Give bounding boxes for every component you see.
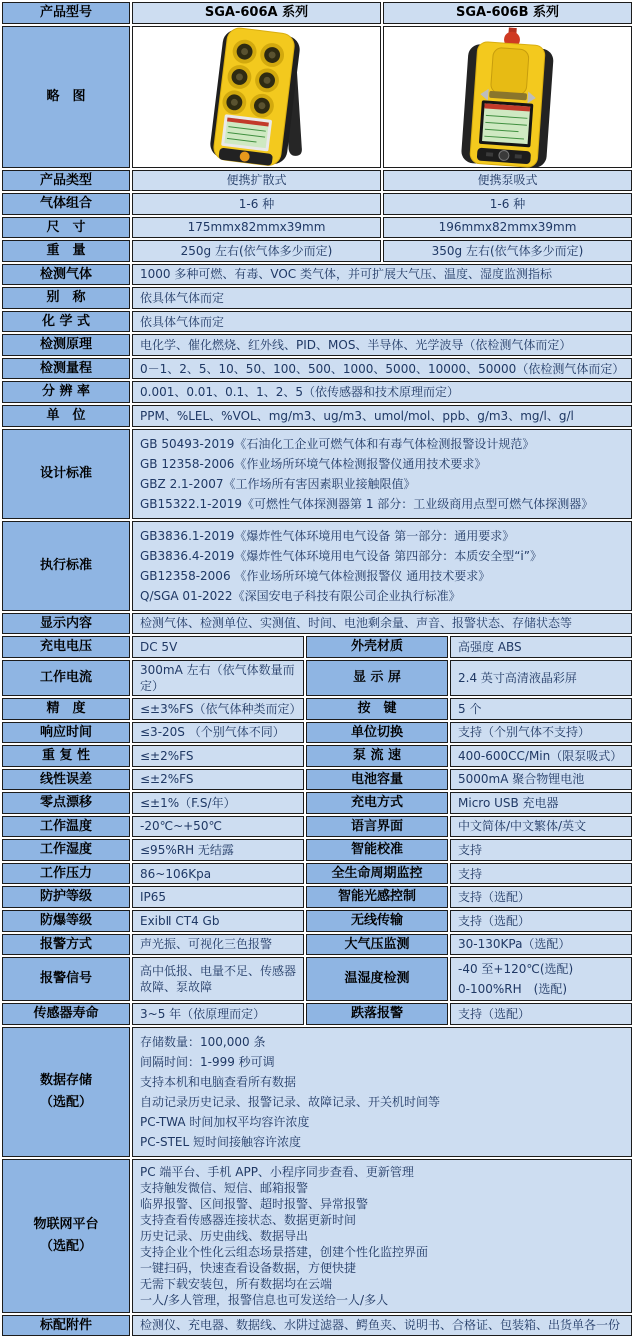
feature-line: 一人/多人管理，报警信息也可发送给一人/多人 <box>140 1292 389 1307</box>
row-label-2: 显 示 屏 <box>306 660 448 696</box>
row-value-2: 高强度 ABS <box>450 636 632 658</box>
row-label: 检测量程 <box>2 358 130 380</box>
row-value: 电化学、催化燃烧、红外线、PID、MOS、半导体、光学波导（依检测气体而定） <box>132 334 632 356</box>
value-line: 0-100%RH (选配) <box>458 982 567 997</box>
standard-line: GB3836.4-2019《爆炸性气体环境用电气设备 第四部分：本质安全型“i”》 <box>140 548 542 563</box>
row-value-2: 支持（选配） <box>450 1003 632 1025</box>
gas-detector-a-illustration <box>133 26 380 168</box>
standard-line: GB 50493-2019《石油化工企业可燃气体和有毒气体检测报警设计规范》 <box>140 436 535 451</box>
row-label-2: 单位切换 <box>306 722 448 744</box>
row-value: 0.001、0.01、0.1、1、2、5（依传感器和技术原理而定） <box>132 381 632 403</box>
feature-line: PC 端平台、手机 APP、小程序同步查看、更新管理 <box>140 1164 414 1179</box>
row-value: 0－1、2、5、10、50、100、500、1000、5000、10000、50000（依检测气体而定） <box>132 358 632 380</box>
feature-line: 间隔时间：1-999 秒可调 <box>140 1054 275 1069</box>
table-row-working-humidity <box>2 839 632 861</box>
table-row-detection-principle <box>2 334 632 356</box>
row-value-2: 支持 <box>450 863 632 885</box>
table-row-working-current <box>2 660 632 696</box>
table-row-weight <box>2 240 632 262</box>
row-label-1: 响应时间 <box>2 722 130 744</box>
row-value-1: 300mA 左右（依气体数量而定） <box>132 660 304 696</box>
row-value-2: 中文简体/中文繁体/英文 <box>450 816 632 838</box>
table-row-product-type <box>2 170 632 192</box>
row-label-2: 智能校准 <box>306 839 448 861</box>
row-label-2: 泵 流 速 <box>306 745 448 767</box>
row-label: 产品类型 <box>2 170 130 192</box>
standard-line: GB3836.1-2019《爆炸性气体环境用电气设备 第一部分：通用要求》 <box>140 528 515 543</box>
table-row-protection-rating <box>2 886 632 908</box>
row-value-2: 支持（个别气体不支持） <box>450 722 632 744</box>
standard-line: GBZ 2.1-2007《工作场所有害因素职业接触限值》 <box>140 476 416 491</box>
table-row-detected-gases <box>2 264 632 286</box>
feature-line: PC-TWA 时间加权平均容许浓度 <box>140 1114 310 1129</box>
row-value-2: 支持 <box>450 839 632 861</box>
row-value-2: 5000mA 聚合物锂电池 <box>450 769 632 791</box>
row-label: 化 学 式 <box>2 311 130 333</box>
value-b: 1-6 种 <box>383 193 632 215</box>
row-label: 分 辨 率 <box>2 381 130 403</box>
row-label-2: 外壳材质 <box>306 636 448 658</box>
row-value-1: ≤±3%FS（依气体种类而定） <box>132 698 304 720</box>
row-label-2: 充电方式 <box>306 792 448 814</box>
row-label-2: 温湿度检测 <box>306 957 448 1001</box>
row-value <box>132 429 632 519</box>
row-value <box>132 1159 632 1313</box>
row-label-2: 电池容量 <box>306 769 448 791</box>
row-label-1: 充电电压 <box>2 636 130 658</box>
table-row-repeatability <box>2 745 632 767</box>
row-value-2: Micro USB 充电器 <box>450 792 632 814</box>
row-label: 尺 寸 <box>2 217 130 239</box>
table-row-response-time <box>2 722 632 744</box>
row-label-line: （选配） <box>39 1094 92 1110</box>
row-label: 检测气体 <box>2 264 130 286</box>
row-value: 依具体气体而定 <box>132 287 632 309</box>
feature-line: 临界报警、区间报警、超时报警、异常报警 <box>140 1196 369 1211</box>
row-value: 1000 多种可燃、有毒、VOC 类气体，并可扩展大气压、温度、湿度监测指标 <box>132 264 632 286</box>
row-label: 执行标准 <box>2 521 130 611</box>
table-row-accessories <box>2 1315 632 1337</box>
row-label-2: 无线传输 <box>306 910 448 932</box>
table-row-accuracy <box>2 698 632 720</box>
row-value-2: 5 个 <box>450 698 632 720</box>
table-row-explosion-proof-rating <box>2 910 632 932</box>
row-label-1: 线性误差 <box>2 769 130 791</box>
feature-line: 支持本机和电脑查看所有数据 <box>140 1074 297 1089</box>
table-row-linearity-error <box>2 769 632 791</box>
row-value-1: ≤±1%（F.S/年） <box>132 792 304 814</box>
standard-line: GB15322.1-2019《可燃性气体探测器第 1 部分：工业级商用点型可燃气体探测器》 <box>140 496 594 511</box>
feature-line: 自动记录历史记录、报警记录、故障记录、开关机时间等 <box>140 1094 441 1109</box>
row-value-1: ExibⅡ CT4 Gb <box>132 910 304 932</box>
row-value-1: DC 5V <box>132 636 304 658</box>
row-value-2: 30-130KPa（选配） <box>450 934 632 956</box>
sga-606b-device-image <box>383 26 632 168</box>
row-value-1: ≤±2%FS <box>132 769 304 791</box>
row-label-1: 工作压力 <box>2 863 130 885</box>
row-label: 气体组合 <box>2 193 130 215</box>
feature-line: 无需下载安装包，所有数据均在云端 <box>140 1276 333 1291</box>
row-label-2: 跌落报警 <box>306 1003 448 1025</box>
feature-line: 存储数量：100,000 条 <box>140 1034 266 1049</box>
sketch-row <box>2 26 632 168</box>
feature-line: 历史记录、历史曲线、数据导出 <box>140 1228 309 1243</box>
row-value <box>132 1027 632 1157</box>
value-b: 便携泵吸式 <box>383 170 632 192</box>
row-label-1: 防爆等级 <box>2 910 130 932</box>
row-value-2: 支持（选配） <box>450 886 632 908</box>
table-row-alarm-signal <box>2 957 632 1001</box>
table-row-working-pressure <box>2 863 632 885</box>
feature-line: PC-STEL 短时间接触容许浓度 <box>140 1134 301 1149</box>
row-label-line: 物联网平台 <box>33 1216 99 1232</box>
row-value: 检测仪、充电器、数据线、水阱过滤器、鳄鱼夹、说明书、合格证、包装箱、出货单各一份 <box>132 1315 632 1337</box>
row-value-2 <box>450 957 632 1001</box>
row-label-1: 工作温度 <box>2 816 130 838</box>
header-product-model-label: 产品型号 <box>2 2 130 24</box>
value-a: 250g 左右(依气体多少而定) <box>132 240 381 262</box>
table-row-zero-drift <box>2 792 632 814</box>
row-label-1: 重 复 性 <box>2 745 130 767</box>
row-label-1: 报警信号 <box>2 957 130 1001</box>
value-a: 便携扩散式 <box>132 170 381 192</box>
row-label: 别 称 <box>2 287 130 309</box>
row-label-1: 精 度 <box>2 698 130 720</box>
value-a: 1-6 种 <box>132 193 381 215</box>
row-label-1: 零点漂移 <box>2 792 130 814</box>
value-b: 350g 左右(依气体多少而定) <box>383 240 632 262</box>
row-value <box>132 521 632 611</box>
row-label-1: 传感器寿命 <box>2 1003 130 1025</box>
row-label-2: 全生命周期监控 <box>306 863 448 885</box>
feature-line: 支持查看传感器连接状态、数据更新时间 <box>140 1212 357 1227</box>
table-row-chemical-formula <box>2 311 632 333</box>
table-row-alarm-mode <box>2 934 632 956</box>
table-row-iot-platform <box>2 1159 632 1313</box>
row-value-2: 支持（选配） <box>450 910 632 932</box>
value-line: -40 至+120℃(选配) <box>458 962 574 977</box>
row-label <box>2 1159 130 1313</box>
row-label: 重 量 <box>2 240 130 262</box>
table-header-row <box>2 2 632 24</box>
row-value-2: 2.4 英寸高清液晶彩屏 <box>450 660 632 696</box>
row-label-2: 智能光感控制 <box>306 886 448 908</box>
row-label-2: 按 键 <box>306 698 448 720</box>
row-label: 设计标准 <box>2 429 130 519</box>
row-label: 标配附件 <box>2 1315 130 1337</box>
feature-line: 一键扫码，快速查看设备数据，方便快捷 <box>140 1260 357 1275</box>
standard-line: GB12358-2006 《作业场所环境气体检测报警仪 通用技术要求》 <box>140 568 491 583</box>
row-value: 依具体气体而定 <box>132 311 632 333</box>
row-value-1: 3~5 年（依原理而定） <box>132 1003 304 1025</box>
table-row-alias <box>2 287 632 309</box>
header-series-b: SGA-606B 系列 <box>383 2 632 24</box>
row-value-1: 声光振、可视化三色报警 <box>132 934 304 956</box>
gas-detector-b-illustration <box>384 26 631 168</box>
header-series-a: SGA-606A 系列 <box>132 2 381 24</box>
row-value-1: ≤95%RH 无结露 <box>132 839 304 861</box>
standard-line: Q/SGA 01-2022《深国安电子科技有限公司企业执行标准》 <box>140 588 461 603</box>
row-label: 显示内容 <box>2 613 130 635</box>
feature-line: 支持企业个性化云组态场景搭建，创建个性化监控界面 <box>140 1244 429 1259</box>
row-label: 单 位 <box>2 405 130 427</box>
row-value: 检测气体、检测单位、实测值、时间、电池剩余量、声音、报警状态、存储状态等 <box>132 613 632 635</box>
row-label-1: 工作电流 <box>2 660 130 696</box>
table-row-detection-range <box>2 358 632 380</box>
row-label-2: 语言界面 <box>306 816 448 838</box>
row-label-2: 大气压监测 <box>306 934 448 956</box>
row-label: 检测原理 <box>2 334 130 356</box>
row-label-1: 报警方式 <box>2 934 130 956</box>
table-row-working-temperature <box>2 816 632 838</box>
row-label <box>2 1027 130 1157</box>
value-b: 196mmx82mmx39mm <box>383 217 632 239</box>
table-row-sensor-life <box>2 1003 632 1025</box>
table-row-charge-voltage <box>2 636 632 658</box>
table-row-executive-standards <box>2 521 632 611</box>
sketch-label: 略 图 <box>2 26 130 168</box>
standard-line: GB 12358-2006《作业场所环境气体检测报警仪通用技术要求》 <box>140 456 487 471</box>
row-value-1: 86~106Kpa <box>132 863 304 885</box>
table-row-display-content <box>2 613 632 635</box>
row-label-1: 防护等级 <box>2 886 130 908</box>
value-a: 175mmx82mmx39mm <box>132 217 381 239</box>
row-value-2: 400-600CC/Min（限泵吸式） <box>450 745 632 767</box>
table-row-gas-combination <box>2 193 632 215</box>
feature-line: 支持触发微信、短信、邮箱报警 <box>140 1180 309 1195</box>
row-value-1: 高中低报、电量不足、传感器故障、泵故障 <box>132 957 304 1001</box>
row-label-line: 数据存储 <box>39 1072 92 1088</box>
table-row-size <box>2 217 632 239</box>
sga-606a-device-image <box>132 26 381 168</box>
table-row-data-storage <box>2 1027 632 1157</box>
table-row-design-standards <box>2 429 632 519</box>
row-value-1: -20℃~+50℃ <box>132 816 304 838</box>
table-row-resolution <box>2 381 632 403</box>
table-row-units <box>2 405 632 427</box>
row-value: PPM、%LEL、%VOL、mg/m3、ug/m3、umol/mol、ppb、g/m3、mg/l、g/l <box>132 405 632 427</box>
row-label-line: （选配） <box>39 1238 92 1254</box>
row-label-1: 工作湿度 <box>2 839 130 861</box>
row-value-1: ≤3-20S （个别气体不同） <box>132 722 304 744</box>
row-value-1: ≤±2%FS <box>132 745 304 767</box>
row-value-1: IP65 <box>132 886 304 908</box>
